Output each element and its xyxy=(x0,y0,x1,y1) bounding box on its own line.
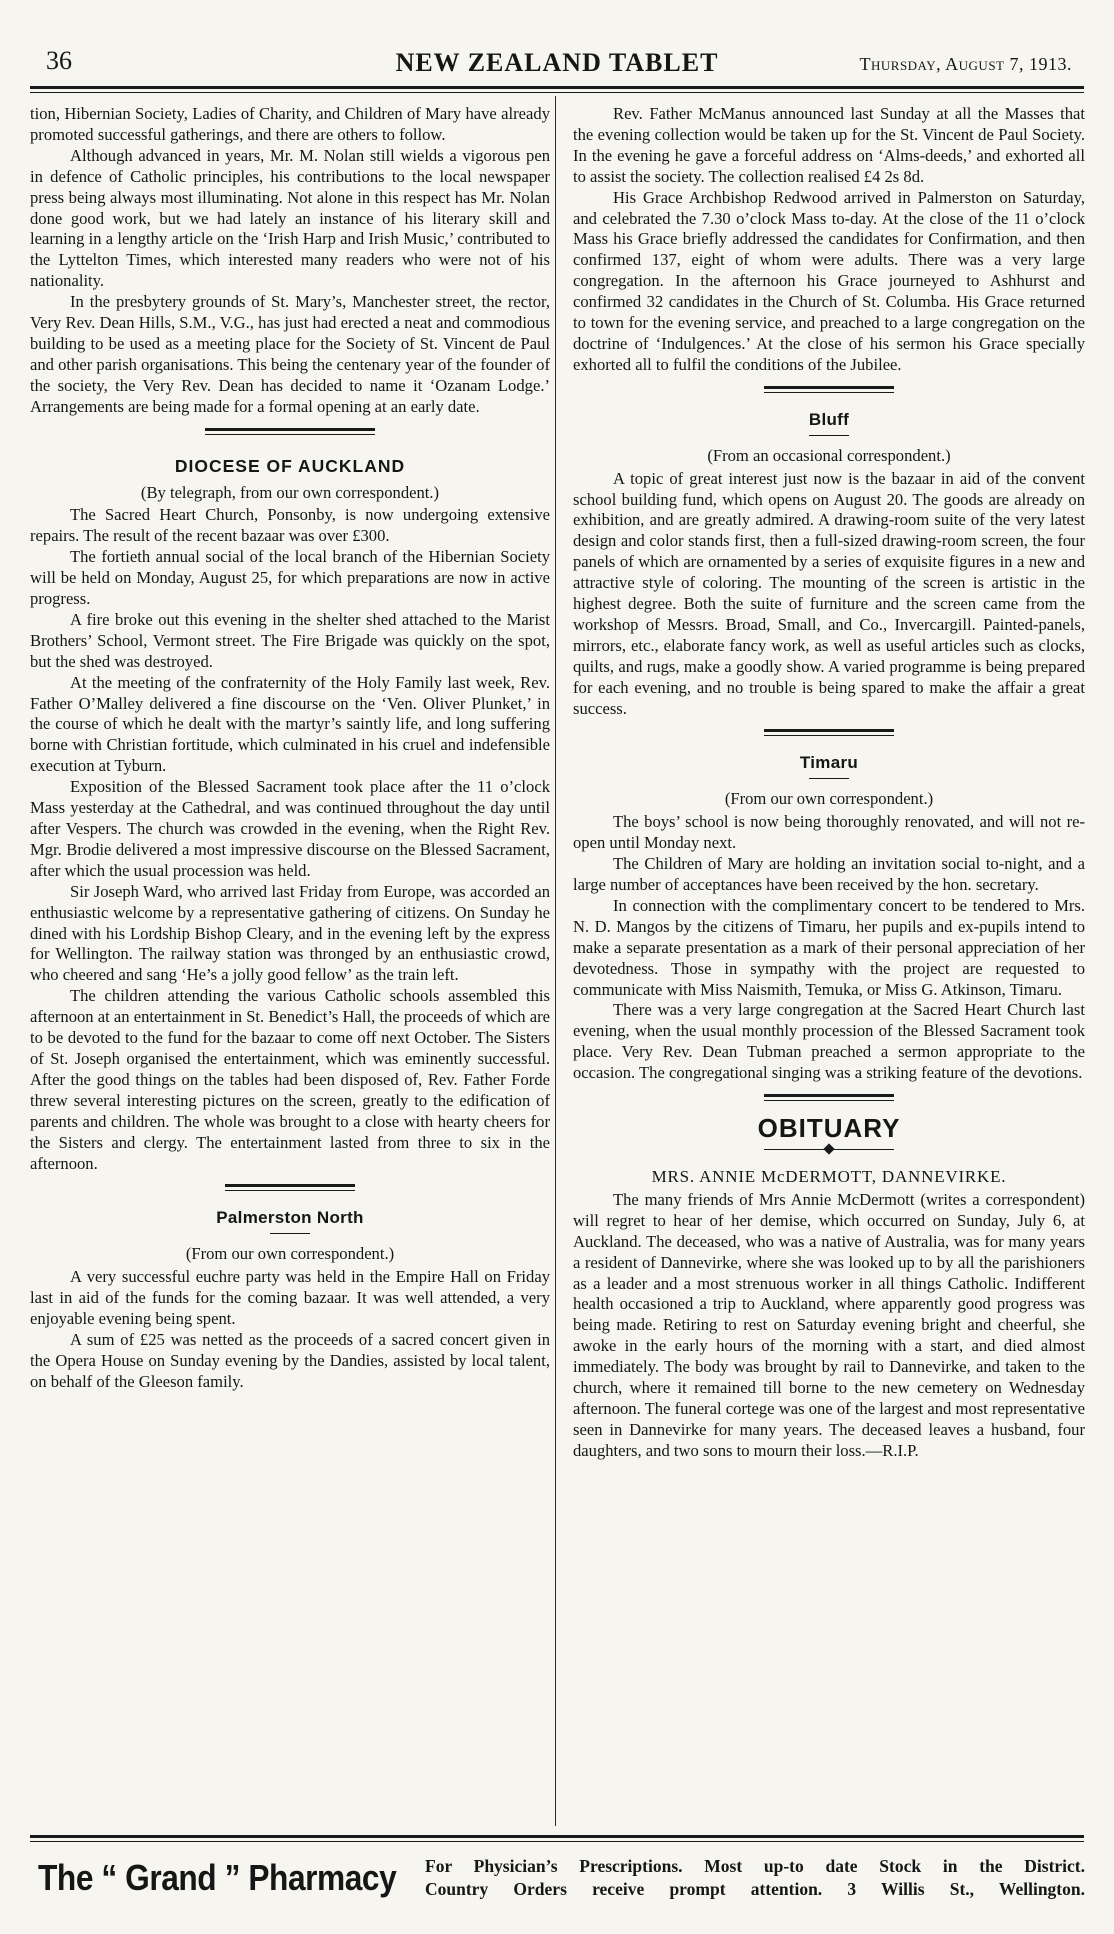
article-paragraph: A sum of £25 was netted as the proceeds of a sacred concert given in the Opera House on Sunday evening by the Dandies, assisted by local talent, on behalf of the Gleeson family. xyxy=(30,1329,550,1391)
article-paragraph: His Grace Archbishop Redwood arrived in Palmerston on Saturday, and celebrated the 7.30 o’clock Mass to-day. At the close of the 11 o’clock Mass his Grace briefly addressed the candidates for Confirmation, and then confirmed 137, eight of whom were adults. There was a very large congregation. In the afternoon his Grace journeyed to Ashhurst and confirmed 32 candidates in the Church of St. Columba. His Grace returned to town for the evening service, and preached to a large congregation on the doctrine of ‘Indulgences.’ At the close of his sermon his Grace specially exhorted all to fulfil the conditions of the Jubilee. xyxy=(573,187,1085,374)
article-paragraph: A fire broke out this evening in the shelter shed attached to the Marist Brothers’ School, Vermont street. The Fire Brigade was quickly on the spot, but the shed was destroyed. xyxy=(30,609,550,671)
left-column xyxy=(30,104,550,1393)
article-paragraph: Sir Joseph Ward, who arrived last Friday from Europe, was accorded an enthusiastic welcome by a representative gathering of citizens. On Sunday he dined with his Lordship Bishop Cleary, and in the evening left by the express for Wellington. The railway station was thronged by an enthusiastic crowd, who cheered and sang ‘He’s a jolly good fellow’ as the train left. xyxy=(30,881,550,985)
advertiser-name: The “ Grand ” Pharmacy xyxy=(38,1857,397,1898)
heading-underline xyxy=(809,435,849,436)
footer-rule-thin xyxy=(30,1841,1084,1842)
section-separator xyxy=(573,380,1085,400)
article-paragraph: In the presbytery grounds of St. Mary’s, Manchester street, the rector, Very Rev. Dean Hills, S.M., V.G., has just had erected a neat and commodious building to be used as a meeting place for the Society of St. Vincent de Paul and other parish organisations. This being the centenary year of the founder of the society, the Very Rev. Dean has decided to name it ‘Ozanam Lodge.’ Arrangements are being made for a formal opening at an early date. xyxy=(30,292,550,416)
issue-date: Thursday, August 7, 1913. xyxy=(859,54,1072,74)
article-paragraph: A very successful euchre party was held in the Empire Hall on Friday last in aid of the funds for the coming bazaar. It was well attended, a very enjoyable evening being spent. xyxy=(30,1267,550,1329)
article-paragraph: Rev. Father McManus announced last Sunday at all the Masses that the evening collection would be taken up for the St. Vincent de Paul Society. In the evening he gave a forceful address on ‘Alms-deeds,’ and exhorted all to assist the society. The collection realised £4 2s 8d. xyxy=(573,104,1085,186)
footer-rule-thick xyxy=(30,1835,1084,1838)
section-byline: (From our own correspondent.) xyxy=(185,1244,395,1264)
page-number: 36 xyxy=(46,46,72,75)
section-separator xyxy=(573,1088,1085,1108)
masthead xyxy=(30,40,1084,82)
newspaper-title: NEW ZEALAND TABLET xyxy=(395,48,719,77)
article-paragraph: The children attending the various Catholic schools assembled this afternoon at an entertainment in St. Benedict’s Hall, the proceeds of which are to be devoted to the fund for the bazaar to come off next October. The Sisters of St. Joseph organised the entertainment, which was eminently successful. After the good things on the tables had been disposed of, Rev. Father Forde threw several interesting pictures on the screen, greatly to the edification of parents and children. The whole was brought to a close with hearty cheers for the Sisters and clergy. The entertainment lasted from three to six in the afternoon. xyxy=(30,986,550,1173)
masthead-rule-thick xyxy=(30,86,1084,89)
section-separator xyxy=(573,723,1085,743)
heading-underline xyxy=(809,778,849,779)
advertisement-text xyxy=(425,1855,1085,1901)
heading-underline xyxy=(270,1233,310,1234)
section-heading-timaru: Timaru xyxy=(799,753,859,773)
advertisement-footer xyxy=(30,1845,1084,1915)
advertisement-line-2: Country Orders receive prompt attention. 3 Willis St., Wellington. xyxy=(425,1879,1085,1899)
article-paragraph: The Sacred Heart Church, Ponsonby, is now undergoing extensive repairs. The result of the recent bazaar was over £300. xyxy=(30,505,550,546)
article-paragraph: At the meeting of the confraternity of the Holy Family last week, Rev. Father O’Malley delivered a fine discourse on the ‘Ven. Oliver Plunket,’ in the course of which he dealt with the martyr’s saintly life, and long suffering borne with Christian fortitude, which culminated in his cruel and indefensible execution at Tyburn. xyxy=(30,672,550,776)
section-separator xyxy=(30,422,550,442)
article-paragraph: tion, Hibernian Society, Ladies of Charity, and Children of Mary have already promoted successful gatherings, and there are others to follow. xyxy=(30,104,550,144)
section-heading-auckland: DIOCESE OF AUCKLAND xyxy=(174,455,406,476)
article-paragraph: There was a very large congregation at the Sacred Heart Church last evening, when the usual monthly procession of the Blessed Sacrament took place. Very Rev. Dean Tubman preached a sermon appropriate to the occasion. The congregational singing was a striking feature of the devotions. xyxy=(573,1000,1085,1083)
obituary-heading: OBITUARY xyxy=(757,1113,901,1144)
column-divider xyxy=(555,96,556,1826)
article-paragraph: In connection with the complimentary concert to be tendered to Mrs. N. D. Mangos by the citizens of Timaru, her pupils and ex-pupils intend to make a separate presentation as a mark of their personal appreciation of her devotedness. Those in sympathy with the project are requested to communicate with Miss Naismith, Temuka, or Miss G. Atkinson, Timaru. xyxy=(573,895,1085,999)
advertisement-line-1: For Physician’s Prescriptions. Most up-to date Stock in the District. xyxy=(425,1856,1085,1876)
obituary-ornament xyxy=(573,1143,1085,1157)
obituary-subheading: MRS. ANNIE McDERMOTT, DANNEVIRKE. xyxy=(651,1166,1007,1186)
article-paragraph: A topic of great interest just now is the bazaar in aid of the convent school building fund, which opens on August 20. The goods are already on exhibition, and are greatly admired. A drawing-room suite of the very latest design and color stands first, then a full-sized drawing-room screen, the four panels of which are ornamented by a series of exquisite figures in a new and attractive style of coloring. The mounting of the screen is artistic in the highest degree. Both the suite of furniture and the screen came from the workshop of Messrs. Broad, Small, and Co., Invercargill. Painted-panels, mirrors, etc., elaborate fancy work, as well as useful articles such as clocks, quilts, and rugs, make a goodly show. A varied programme is being prepared for each evening, and no trouble is being spared to make the affair a great success. xyxy=(573,468,1085,718)
article-paragraph: The boys’ school is now being thoroughly renovated, and will not re-open until Monday next. xyxy=(573,812,1085,853)
right-column xyxy=(573,104,1085,1462)
section-heading-bluff: Bluff xyxy=(808,409,850,429)
article-paragraph: Although advanced in years, Mr. M. Nolan still wields a vigorous pen in defence of Catholic principles, his contributions to the local newspaper press being always most illuminating. Not alone in this respect has Mr. Nolan done good work, but we had lately an instance of his literary skill and learning in a lengthy article on the ‘Irish Harp and Irish Music,’ contributed to the Lyttelton Times, which interested many readers who were not of his nationality. xyxy=(30,145,550,291)
article-paragraph: The fortieth annual social of the local branch of the Hibernian Society will be held on Monday, August 25, for which preparations are now in active progress. xyxy=(30,547,550,609)
section-byline: (From an occasional correspondent.) xyxy=(707,445,951,465)
article-paragraph: Exposition of the Blessed Sacrament took place after the 11 o’clock Mass yesterday at the Cathedral, and was continued throughout the day until after Vespers. The church was crowded in the evening, when the Right Rev. Mgr. Brodie delivered a most impressive discourse on the Blessed Sacrament, after which the usual procession was held. xyxy=(30,777,550,880)
article-paragraph: The many friends of Mrs Annie McDermott (writes a correspondent) will regret to hear of her demise, which occurred on Sunday, July 6, at Auckland. The deceased, who was a native of Australia, was for many years a resident of Dannevirke, where she was looked up to by all the parishioners as a leader and a most strenuous worker in all things Catholic. Indifferent health occasioned a trip to Auckland, where apparently good progress was being made. Retiring to rest on Saturday evening bright and cheerful, she awoke in the early hours of the morning with a start, and died almost immediately. The body was brought by rail to Dannevirke, and taken to the church, where it remained till borne to the new cemetery on Wednesday afternoon. The funeral cortege was one of the largest and most representative seen in Dannevirke for many years. The deceased leaves a husband, four daughters, and two sons to mourn their loss.—R.I.P. xyxy=(573,1189,1085,1460)
section-separator xyxy=(30,1178,550,1198)
section-byline: (By telegraph, from our own correspondent.) xyxy=(140,482,440,502)
article-paragraph: The Children of Mary are holding an invitation social to-night, and a large number of acceptances have been received by the hon. secretary. xyxy=(573,854,1085,894)
masthead-rule-thin xyxy=(30,92,1084,93)
section-byline: (From our own correspondent.) xyxy=(724,789,934,809)
section-heading-palmerston-north: Palmerston North xyxy=(216,1208,364,1228)
